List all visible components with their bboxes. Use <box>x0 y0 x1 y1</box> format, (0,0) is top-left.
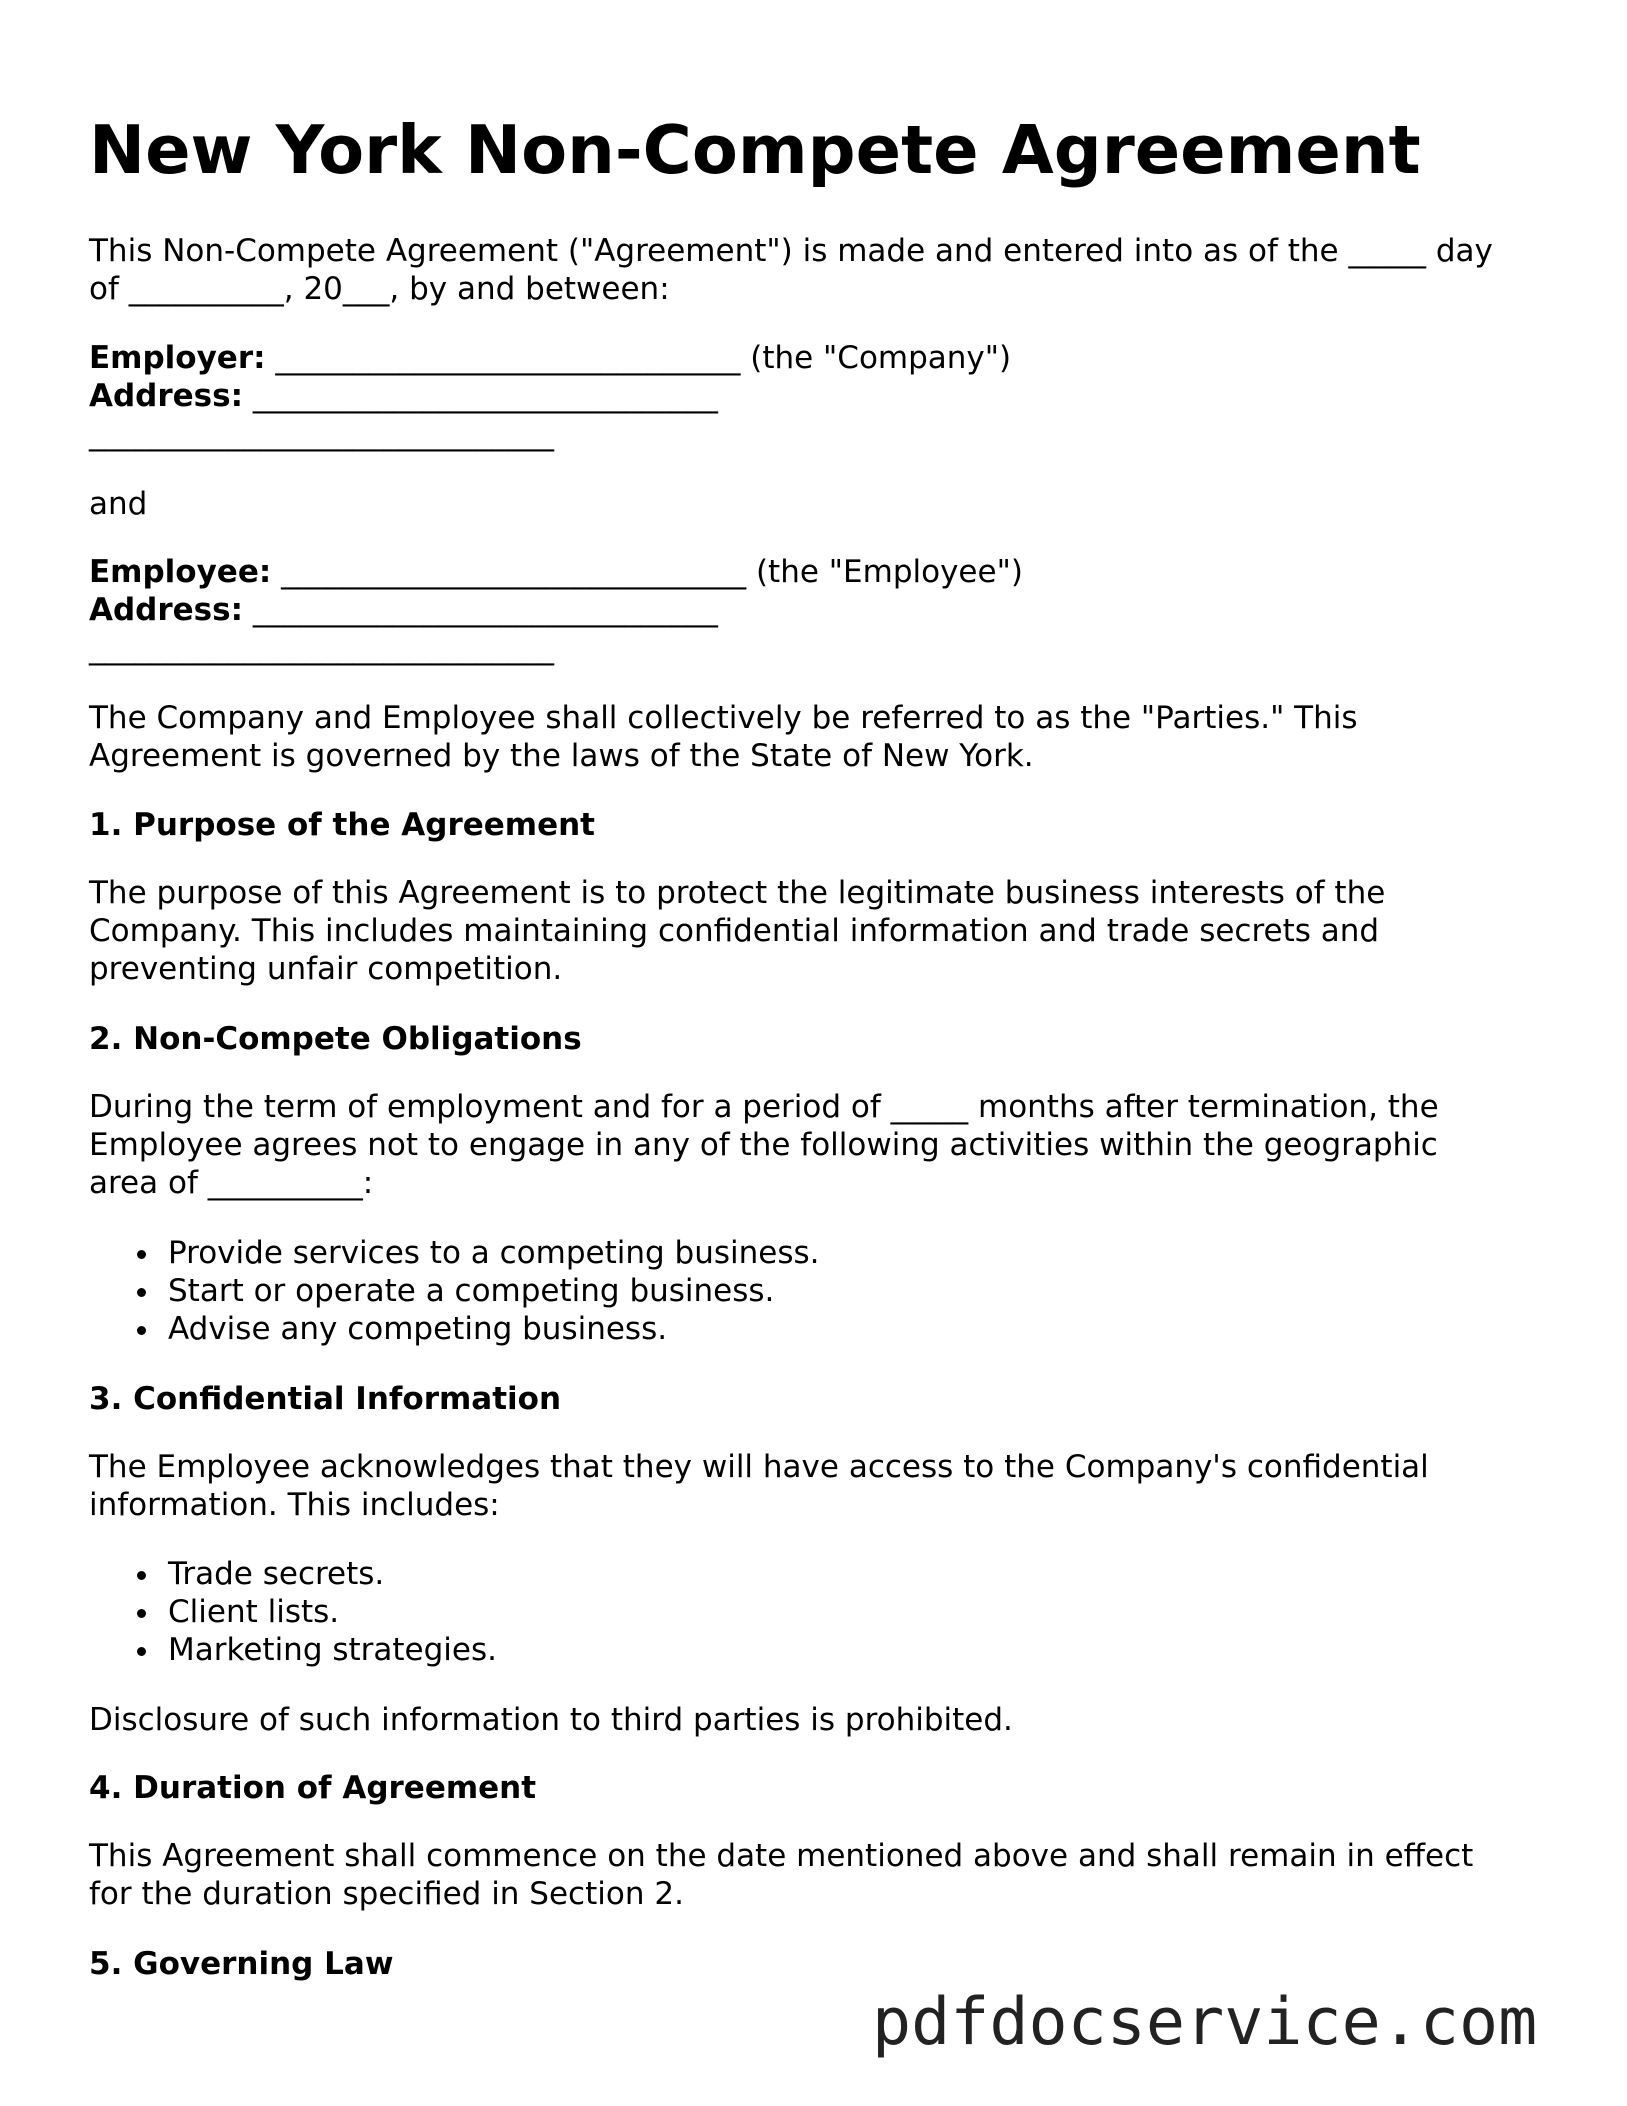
employee-address-line-2: ______________________________ <box>89 630 554 666</box>
intro-paragraph <box>89 232 1549 308</box>
section-1-line: The purpose of this Agreement is to protect the legitimate business interests of the <box>89 875 1386 911</box>
employee-line <box>89 553 1549 591</box>
section-4-line: This Agreement shall commence on the date mentioned above and shall remain in effect <box>89 1838 1474 1874</box>
section-2-line: area of __________: <box>89 1165 374 1201</box>
employee-address-label: Address: <box>89 592 243 628</box>
employer-label: Employer: <box>89 340 266 376</box>
section-3-paragraph <box>89 1448 1549 1524</box>
parties-paragraph <box>89 699 1549 775</box>
section-4-heading: 4. Duration of Agreement <box>89 1770 537 1806</box>
section-2-heading: 2. Non-Compete Obligations <box>89 1021 582 1057</box>
section-3-heading: 3. Confidential Information <box>89 1381 562 1417</box>
section-1-heading: 1. Purpose of the Agreement <box>89 807 595 843</box>
section-1-paragraph <box>89 874 1549 988</box>
watermark-text: pdfdocservice.com <box>872 1985 1538 2060</box>
section-3-closing: Disclosure of such information to third parties is prohibited. <box>89 1702 1013 1738</box>
employer-block <box>89 339 1549 453</box>
section-1-line: preventing unfair competition. <box>89 951 563 987</box>
list-item: Advise any competing business. <box>89 1310 1549 1348</box>
section-1-line: Company. This includes maintaining confidential information and trade secrets and <box>89 913 1380 949</box>
section-3-list <box>89 1555 1549 1669</box>
section-5-heading: 5. Governing Law <box>89 1946 394 1982</box>
list-item: Client lists. <box>89 1593 1549 1631</box>
parties-line-2: Agreement is governed by the laws of the State of New York. <box>89 738 1034 774</box>
employee-blank: ______________________________ (the "Employee") <box>271 554 1023 590</box>
section-2-paragraph <box>89 1088 1549 1202</box>
employer-line <box>89 339 1549 377</box>
section-2-line: During the term of employment and for a period of _____ months after termination, the <box>89 1089 1439 1125</box>
section-4-paragraph <box>89 1837 1549 1913</box>
list-item: Provide services to a competing business. <box>89 1234 1549 1272</box>
employee-address-blank: ______________________________ <box>243 592 718 628</box>
employer-address-blank: ______________________________ <box>243 378 718 414</box>
employee-address-line <box>89 591 1549 629</box>
conjunction-text: and <box>89 486 148 522</box>
document-title: New York Non-Compete Agreement <box>89 111 1421 189</box>
section-3-line: information. This includes: <box>89 1487 500 1523</box>
list-item: Marketing strategies. <box>89 1631 1549 1669</box>
intro-line-1: This Non-Compete Agreement ("Agreement") is made and entered into as of the _____ day <box>89 233 1493 269</box>
section-4-line: for the duration specified in Section 2. <box>89 1876 684 1912</box>
employee-label: Employee: <box>89 554 272 590</box>
employee-block <box>89 553 1549 667</box>
intro-line-2: of __________, 20___, by and between: <box>89 271 670 307</box>
section-2-list <box>89 1234 1549 1348</box>
employer-address-line <box>89 377 1549 415</box>
employer-blank: ______________________________ (the "Company") <box>265 340 1012 376</box>
section-3-line: The Employee acknowledges that they will have access to the Company's confidential <box>89 1449 1429 1485</box>
section-2-line: Employee agrees not to engage in any of the following activities within the geographic <box>89 1127 1438 1163</box>
list-item: Start or operate a competing business. <box>89 1272 1549 1310</box>
parties-line-1: The Company and Employee shall collectively be referred to as the "Parties." This <box>89 700 1358 736</box>
employer-address-line-2: ______________________________ <box>89 416 554 452</box>
employer-address-label: Address: <box>89 378 243 414</box>
list-item: Trade secrets. <box>89 1555 1549 1593</box>
